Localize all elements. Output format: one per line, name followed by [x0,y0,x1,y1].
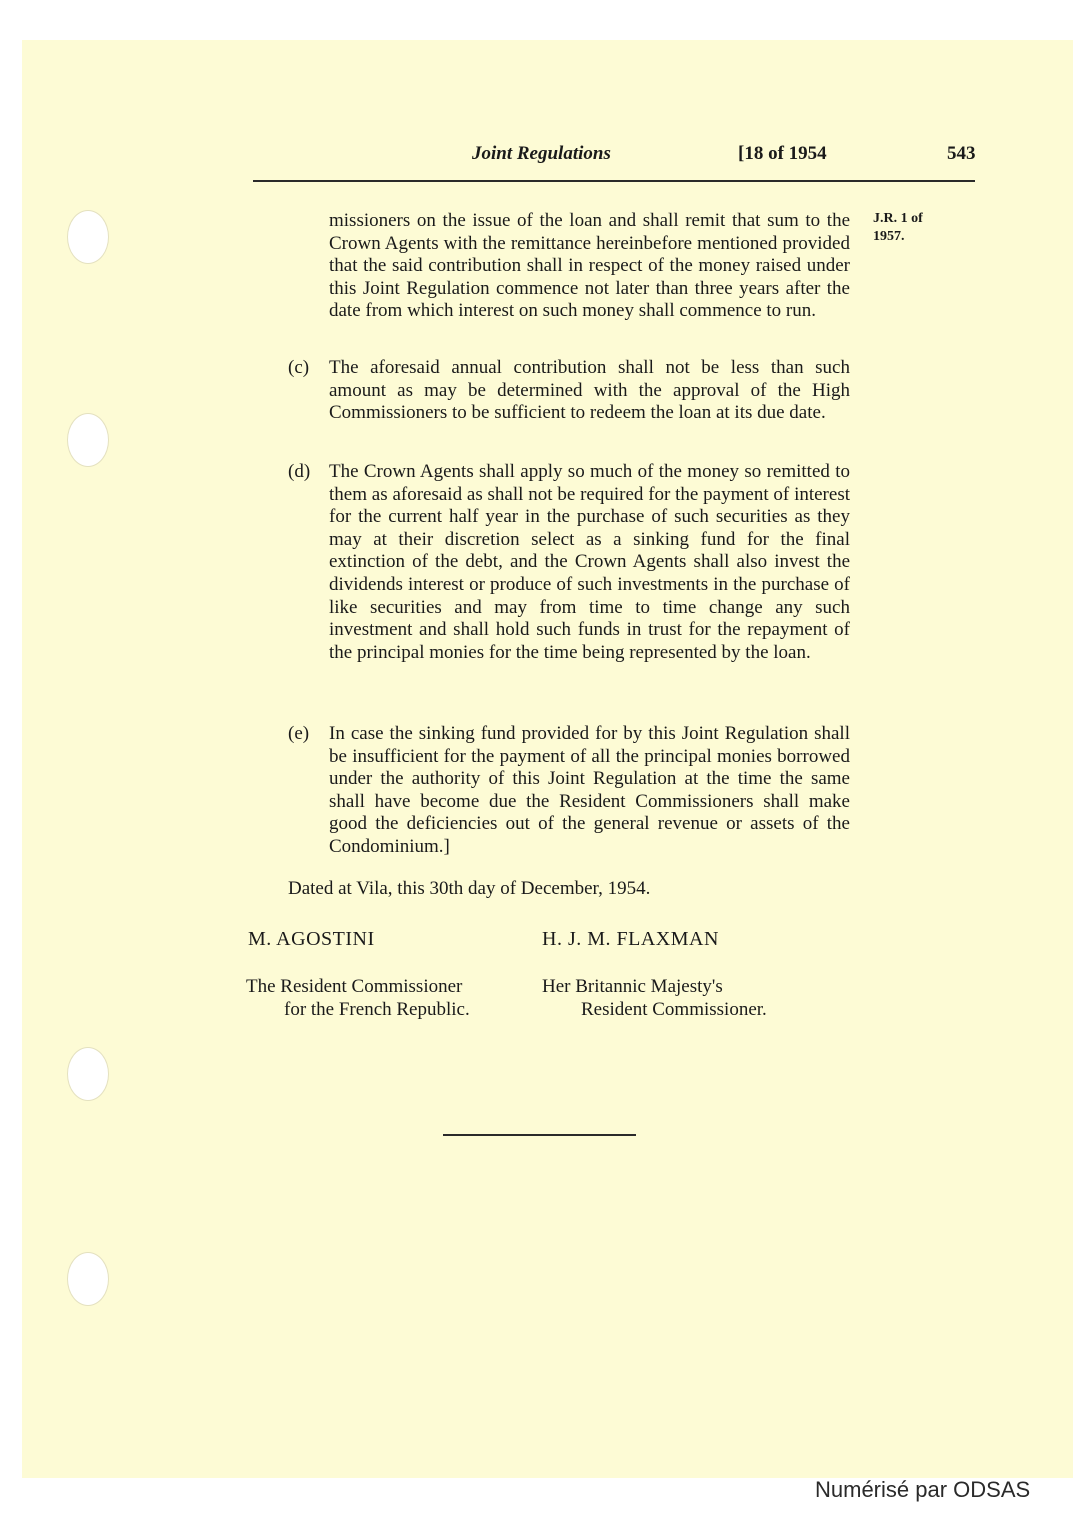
title-line: Resident Commissioner. [581,999,767,1020]
title-line: The Resident Commissioner [246,976,463,997]
signatory-right-title [542,975,767,1021]
title-line: Her Britannic Majesty's [542,976,723,997]
signatory-left-name: M. AGOSTINI [248,928,375,950]
punch-hole [67,413,109,467]
continuation-paragraph: missioners on the issue of the loan and shall remit that sum to the Crown Agents with the remittance hereinbefore mentioned provided that the said contribution shall in respect of the money raised under this Joint Regulation commence not later than three years after the date from which interest on such money shall commence to run. [329,210,850,322]
digitization-credit: Numérisé par ODSAS [815,1477,1031,1502]
margin-note [873,210,953,246]
punch-hole [67,210,109,264]
clause-c-text: The aforesaid annual contribution shall not be less than such amount as may be determined with the approval of the High Commissioners to be sufficient to redeem the loan at its due date. [329,357,850,424]
clause-label-c: (c) [288,357,310,378]
punch-hole [67,1252,109,1306]
header-rule [253,180,975,182]
clause-label-e: (e) [288,723,310,744]
title-line: for the French Republic. [284,999,470,1020]
act-number: [18 of 1954 [738,143,827,164]
running-title: Joint Regulations [472,143,611,164]
signatory-right-name: H. J. M. FLAXMAN [542,928,719,950]
margin-note-line: 1957. [873,229,905,244]
signatory-left-title [246,975,470,1021]
margin-note-line: J.R. 1 of [873,211,923,226]
clause-label-d: (d) [288,461,311,482]
clause-e-text: In case the sinking fund provided for by this Joint Regulation shall be insufficient for the payment of all the principal monies borrowed under the authority of this Joint Regulation at the time the same shall have become due the Resident Commissioners shall make good the deficiencies out of the general revenue or assets of the Condominium.] [329,723,850,857]
end-rule [443,1134,636,1136]
dated-line: Dated at Vila, this 30th day of December, 1954. [288,878,651,899]
clause-d-text: The Crown Agents shall apply so much of the money so remitted to them as aforesaid as shall not be required for the payment of interest for the current half year in the purchase of such securities as they may at their discretion select as a sinking fund for the final extinction of the debt, and the Crown Agents shall also invest the dividends interest or produce of such investments in the purchase of like securities and may from time to time change any such investment and shall hold such funds in trust for the repayment of the principal monies for the time being represented by the loan. [329,461,850,663]
page-number: 543 [947,143,976,164]
punch-hole [67,1047,109,1101]
